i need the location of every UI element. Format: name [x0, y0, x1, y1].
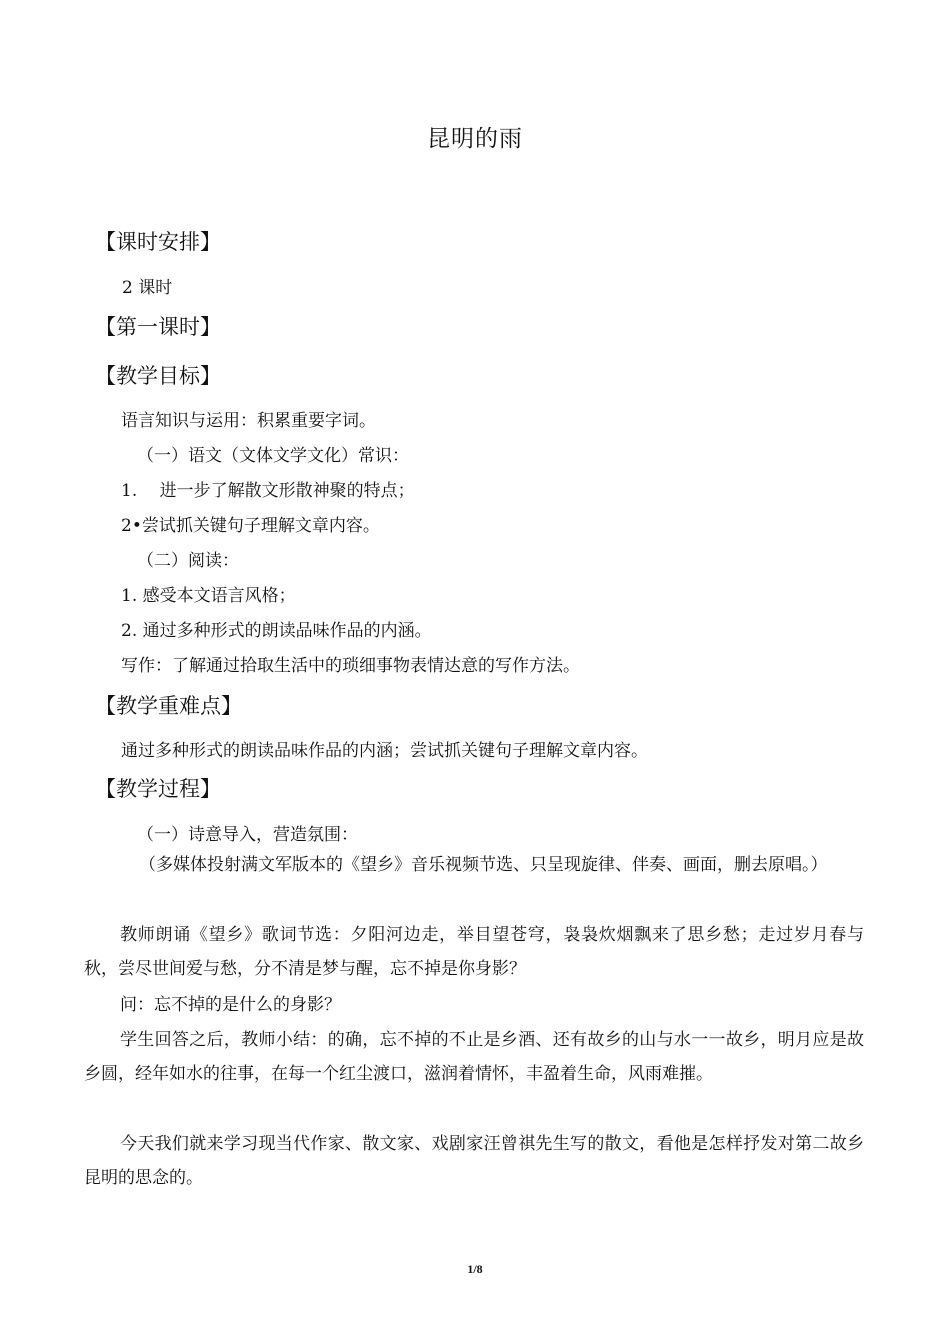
process-paragraph: （多媒体投射满文军版本的《望乡》音乐视频节选、只呈现旋律、伴奏、画面，删去原唱。）	[139, 855, 828, 875]
first-lesson-heading: 【第一课时】	[95, 315, 221, 339]
process-paragraph: 今天我们就来学习现当代作家、散文家、戏剧家汪曾祺先生写的散文，看他是怎样抒发对第二故乡昆明的思念的。	[84, 1134, 864, 1188]
schedule-value: 2 课时	[122, 278, 173, 298]
goal-line: 写作：了解通过拾取生活中的琐细事物表情达意的写作方法。	[121, 656, 580, 676]
process-paragraph: 教师朗诵《望乡》歌词节选：夕阳河边走，举目望苍穹，袅袅炊烟飘来了思乡愁；走过岁月春与秋，尝尽世间爱与愁，分不清是梦与醒，忘不掉是你身影？	[84, 925, 864, 979]
process-paragraph: （一）诗意导入，营造氛围：	[137, 825, 358, 845]
goals-heading: 【教学目标】	[95, 364, 221, 388]
goal-line: 2. 通过多种形式的朗读品味作品的内涵。	[121, 621, 432, 641]
goal-line: 1. 进一步了解散文形散神聚的特点；	[121, 481, 415, 501]
key-points-text: 通过多种形式的朗读品味作品的内涵；尝试抓关键句子理解文章内容。	[121, 741, 648, 761]
process-paragraph: 问：忘不掉的是什么的身影？	[120, 995, 341, 1015]
schedule-heading: 【课时安排】	[95, 230, 221, 254]
goal-line: （二）阅读：	[137, 551, 239, 571]
key-points-heading: 【教学重难点】	[95, 694, 242, 718]
process-paragraph: 学生回答之后，教师小结：的确，忘不掉的不止是乡酒、还有故乡的山与水一一故乡，明月应是故乡圆，经年如水的往事，在每一个红尘渡口，滋润着情怀，丰盈着生命，风雨难摧。	[84, 1030, 864, 1084]
goal-line: 1. 感受本文语言风格；	[121, 586, 296, 606]
page-number: 1/8	[467, 1262, 483, 1276]
goal-line: 语言知识与运用：积累重要字词。	[121, 411, 376, 431]
goal-line: （一）语文（文体文学文化）常识：	[137, 446, 409, 466]
process-heading: 【教学过程】	[95, 777, 221, 801]
document-title: 昆明的雨	[427, 126, 523, 152]
goal-line: 2•尝试抓关键句子理解文章内容。	[121, 516, 380, 536]
